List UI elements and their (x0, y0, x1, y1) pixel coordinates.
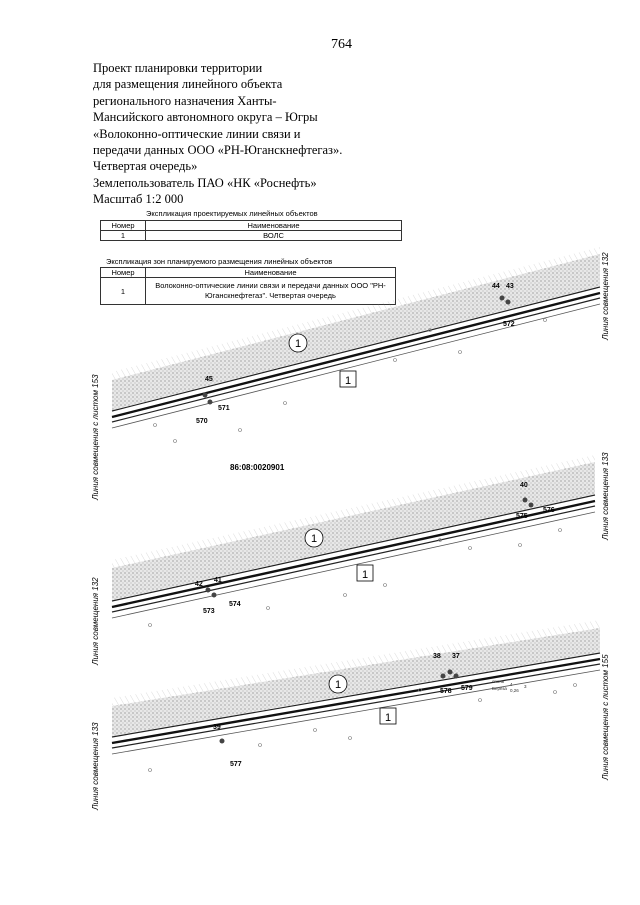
page-number: 764 (331, 37, 352, 52)
legend-note-text: 3 (524, 684, 527, 689)
side-label: Линия совмещения 132 (91, 577, 100, 665)
title-line: передачи данных ООО «РН-Юганскнефтегаз». (93, 143, 343, 158)
survey-point (506, 300, 511, 305)
point-label: 571 (218, 405, 230, 412)
table2-header-number: Номер (101, 268, 146, 278)
stippled-zone (112, 628, 600, 736)
point-label: 45 (205, 376, 213, 383)
legend-note-text: спояв (492, 679, 505, 684)
survey-point (454, 674, 459, 679)
survey-point (203, 393, 208, 398)
table1-header-name: Наименование (146, 221, 402, 231)
zone-marker-label: 1 (361, 569, 369, 581)
side-label: Линия совмещения 133 (91, 722, 100, 810)
object-marker-label: 1 (294, 338, 302, 350)
title-line: «Волоконно-оптические линии связи и (93, 126, 301, 141)
survey-point (212, 593, 217, 598)
point-label: 574 (229, 601, 241, 608)
object-marker-label: 1 (334, 679, 342, 691)
legend-note-text: 0,26 (510, 688, 519, 693)
object-marker-label: 1 (310, 533, 318, 545)
point-label: 37 (452, 653, 460, 660)
point-label: 577 (230, 761, 242, 768)
point-label: 40 (520, 482, 528, 489)
zone-boundary-line (112, 287, 600, 411)
point-label: 39 (213, 724, 221, 731)
survey-point (208, 400, 213, 405)
point-label: 41 (214, 577, 222, 584)
title-line: Четвертая очередь» (93, 159, 198, 174)
survey-point (206, 588, 211, 593)
side-label: Линия совмещения 132 (601, 252, 610, 340)
table1-cell: 1 (101, 231, 146, 241)
point-label: 575 (516, 513, 528, 520)
table2-cell: Волоконно-оптические линии связи и передачи данных ООО "РН-Юганскнефтегаз". Четвертая очередь (146, 278, 396, 305)
side-label: Линия совмещения с листом 153 (91, 374, 100, 500)
point-label: 570 (196, 418, 208, 425)
point-label: 573 (203, 608, 215, 615)
point-label: 43 (506, 283, 514, 290)
survey-point (441, 674, 446, 679)
point-label: 576 (543, 507, 555, 514)
title-line: Землепользователь ПАО «НК «Роснефть» (93, 175, 317, 190)
map-panel-2 (112, 455, 595, 627)
table1-cell: ВОЛС (146, 231, 402, 241)
survey-point (523, 498, 528, 503)
title-line: регионального назначения Ханты- (93, 93, 277, 108)
map-panel-3 (112, 620, 600, 772)
survey-point (529, 503, 534, 508)
side-label: Линия совмещения с листом 155 (601, 654, 610, 780)
legend-note-text: Береза (492, 686, 507, 691)
title-line: Масштаб 1:2 000 (93, 192, 184, 207)
legend-note (492, 679, 527, 693)
table1-caption: Экспликация проектируемых линейных объектов (146, 209, 318, 218)
point-label: 572 (503, 321, 515, 328)
title-line: Проект планировки территории (93, 61, 263, 75)
side-label: Линия совмещения 133 (601, 452, 610, 540)
survey-point (448, 670, 453, 675)
table2-cell: 1 (101, 278, 146, 305)
table2-caption: Экспликация зон планируемого размещения линейных объектов (106, 257, 333, 266)
zone-marker-label: 1 (344, 375, 352, 387)
title-line: Мансийского автономного округа – Югры (93, 110, 318, 125)
table2-header-name: Наименование (146, 268, 396, 278)
point-label: 578 (440, 688, 452, 695)
map-panel-1 (112, 247, 600, 443)
legend-note-text: 4 (510, 682, 513, 687)
title-line: для размещения линейного объекта (93, 77, 283, 92)
point-label: 579 (461, 685, 473, 692)
point-label: 38 (433, 653, 441, 660)
point-label: 42 (195, 581, 203, 588)
table1-header-number: Номер (101, 221, 146, 231)
point-label: 44 (492, 283, 500, 290)
survey-point (500, 296, 505, 301)
zone-marker-label: 1 (384, 712, 392, 724)
survey-point (220, 739, 225, 744)
cadastral-number: 86:08:0020901 (230, 463, 285, 472)
